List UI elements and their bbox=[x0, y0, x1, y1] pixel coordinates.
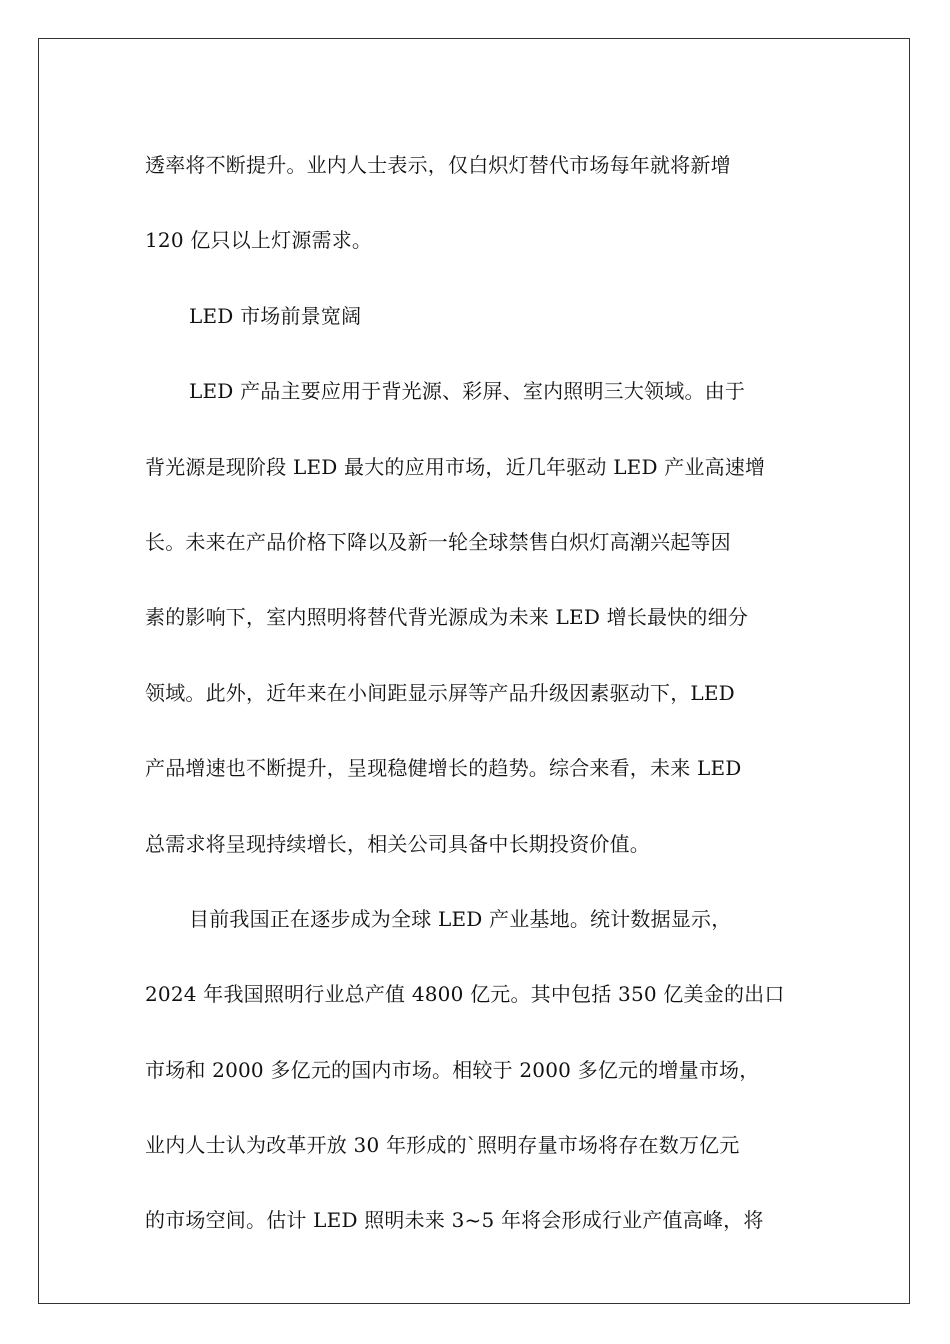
text-line: 120 亿只以上灯源需求。 bbox=[145, 228, 373, 253]
document-body bbox=[145, 128, 815, 1259]
text-line: 业内人士认为改革开放 30 年形成的`照明存量市场将存在数万亿元 bbox=[145, 1133, 740, 1158]
text-line: 市场和 2000 多亿元的国内市场。相较于 2000 多亿元的增量市场， bbox=[145, 1057, 760, 1082]
text-line: 领域。此外，近年来在小间距显示屏等产品升级因素驱动下，LED bbox=[145, 680, 735, 705]
text-line: 背光源是现阶段 LED 最大的应用市场，近几年驱动 LED 产业高速增 bbox=[145, 454, 766, 479]
text-line: 长。未来在产品价格下降以及新一轮全球禁售白炽灯高潮兴起等因 bbox=[145, 529, 731, 554]
text-line: 素的影响下，室内照明将替代背光源成为未来 LED 增长最快的细分 bbox=[145, 605, 749, 630]
text-line: 产品增速也不断提升，呈现稳健增长的趋势。综合来看，未来 LED bbox=[145, 756, 742, 781]
text-line: LED 产品主要应用于背光源、彩屏、室内照明三大领域。由于 bbox=[189, 379, 746, 404]
text-line: 总需求将呈现持续增长，相关公司具备中长期投资价值。 bbox=[145, 831, 650, 856]
text-line: 透率将不断提升。业内人士表示，仅白炽灯替代市场每年就将新增 bbox=[145, 153, 731, 177]
section-heading: LED 市场前景宽阔 bbox=[189, 303, 362, 328]
text-line: 2024 年我国照明行业总产值 4800 亿元。其中包括 350 亿美金的出口 bbox=[145, 982, 785, 1007]
text-line: 目前我国正在逐步成为全球 LED 产业基地。统计数据显示， bbox=[189, 906, 732, 931]
text-line: 的市场空间。估计 LED 照明未来 3~5 年将会形成行业产值高峰，将 bbox=[145, 1208, 764, 1233]
